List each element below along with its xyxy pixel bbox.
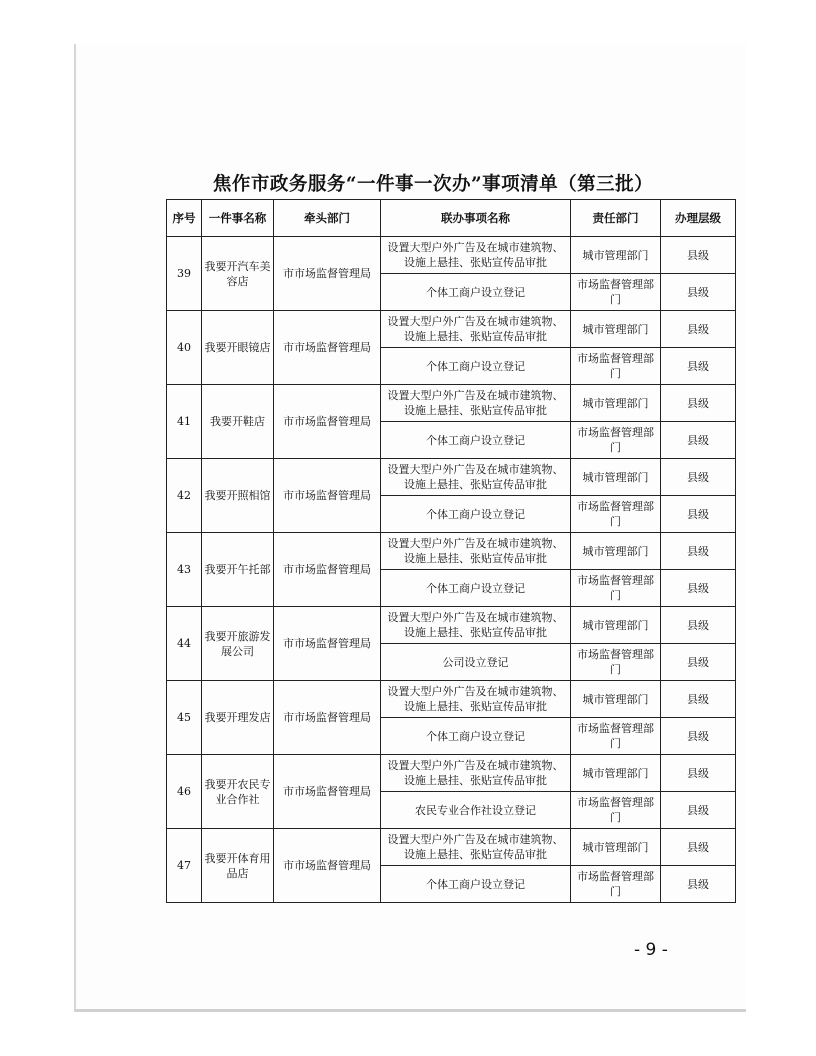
cell-name: 我要开午托部: [202, 533, 274, 607]
header-item: 联办事项名称: [381, 200, 571, 237]
cell-dept: 市场监督管理部门: [571, 348, 661, 385]
cell-dept: 城市管理部门: [571, 607, 661, 644]
cell-item: 设置大型户外广告及在城市建筑物、设施上悬挂、张贴宣传品审批: [381, 533, 571, 570]
page-number: - 9 -: [634, 940, 668, 960]
cell-name: 我要开理发店: [202, 681, 274, 755]
cell-dept: 城市管理部门: [571, 237, 661, 274]
table-row: [167, 829, 736, 866]
cell-lead: 市市场监督管理局: [274, 385, 381, 459]
cell-dept: 市场监督管理部门: [571, 866, 661, 903]
cell-dept: 城市管理部门: [571, 829, 661, 866]
cell-name: 我要开旅游发展公司: [202, 607, 274, 681]
cell-seq: 39: [167, 237, 202, 311]
cell-name: 我要开鞋店: [202, 385, 274, 459]
cell-name: 我要开眼镜店: [202, 311, 274, 385]
table-row: [167, 237, 736, 274]
cell-item: 个体工商户设立登记: [381, 496, 571, 533]
cell-seq: 40: [167, 311, 202, 385]
cell-dept: 市场监督管理部门: [571, 792, 661, 829]
cell-item: 设置大型户外广告及在城市建筑物、设施上悬挂、张贴宣传品审批: [381, 385, 571, 422]
cell-level: 县级: [661, 385, 736, 422]
cell-item: 个体工商户设立登记: [381, 422, 571, 459]
cell-level: 县级: [661, 718, 736, 755]
cell-dept: 城市管理部门: [571, 533, 661, 570]
table-row: [167, 459, 736, 496]
cell-dept: 市场监督管理部门: [571, 718, 661, 755]
header-seq: 序号: [167, 200, 202, 237]
cell-name: 我要开农民专业合作社: [202, 755, 274, 829]
cell-item: 设置大型户外广告及在城市建筑物、设施上悬挂、张贴宣传品审批: [381, 681, 571, 718]
cell-seq: 46: [167, 755, 202, 829]
header-name: 一件事名称: [202, 200, 274, 237]
cell-seq: 45: [167, 681, 202, 755]
table-header-row: [167, 200, 736, 237]
cell-level: 县级: [661, 237, 736, 274]
cell-level: 县级: [661, 496, 736, 533]
cell-item: 个体工商户设立登记: [381, 570, 571, 607]
cell-dept: 市场监督管理部门: [571, 422, 661, 459]
cell-seq: 41: [167, 385, 202, 459]
cell-item: 设置大型户外广告及在城市建筑物、设施上悬挂、张贴宣传品审批: [381, 311, 571, 348]
cell-dept: 市场监督管理部门: [571, 570, 661, 607]
cell-level: 县级: [661, 755, 736, 792]
cell-item: 个体工商户设立登记: [381, 348, 571, 385]
cell-lead: 市市场监督管理局: [274, 459, 381, 533]
cell-item: 设置大型户外广告及在城市建筑物、设施上悬挂、张贴宣传品审批: [381, 237, 571, 274]
cell-level: 县级: [661, 570, 736, 607]
table-row: [167, 311, 736, 348]
cell-item: 个体工商户设立登记: [381, 866, 571, 903]
cell-lead: 市市场监督管理局: [274, 829, 381, 903]
cell-lead: 市市场监督管理局: [274, 607, 381, 681]
cell-item: 设置大型户外广告及在城市建筑物、设施上悬挂、张贴宣传品审批: [381, 607, 571, 644]
table-row: [167, 607, 736, 644]
cell-name: 我要开体育用品店: [202, 829, 274, 903]
cell-seq: 42: [167, 459, 202, 533]
table-body: [167, 237, 736, 903]
cell-lead: 市市场监督管理局: [274, 237, 381, 311]
cell-level: 县级: [661, 422, 736, 459]
document-title: 焦作市政务服务“一件事一次办”事项清单（第三批）: [212, 174, 654, 195]
cell-dept: 城市管理部门: [571, 459, 661, 496]
header-lead: 牵头部门: [274, 200, 381, 237]
cell-level: 县级: [661, 311, 736, 348]
cell-dept: 市场监督管理部门: [571, 644, 661, 681]
cell-name: 我要开照相馆: [202, 459, 274, 533]
cell-item: 设置大型户外广告及在城市建筑物、设施上悬挂、张贴宣传品审批: [381, 829, 571, 866]
matters-table: [166, 199, 736, 903]
cell-level: 县级: [661, 866, 736, 903]
cell-level: 县级: [661, 644, 736, 681]
cell-dept: 市场监督管理部门: [571, 274, 661, 311]
cell-lead: 市市场监督管理局: [274, 533, 381, 607]
table-row: [167, 385, 736, 422]
cell-item: 设置大型户外广告及在城市建筑物、设施上悬挂、张贴宣传品审批: [381, 459, 571, 496]
cell-item: 个体工商户设立登记: [381, 274, 571, 311]
cell-item: 农民专业合作社设立登记: [381, 792, 571, 829]
cell-lead: 市市场监督管理局: [274, 681, 381, 755]
cell-level: 县级: [661, 607, 736, 644]
cell-dept: 城市管理部门: [571, 681, 661, 718]
cell-dept: 市场监督管理部门: [571, 496, 661, 533]
cell-lead: 市市场监督管理局: [274, 311, 381, 385]
table-row: [167, 533, 736, 570]
cell-item: 公司设立登记: [381, 644, 571, 681]
cell-level: 县级: [661, 348, 736, 385]
cell-seq: 47: [167, 829, 202, 903]
cell-level: 县级: [661, 533, 736, 570]
table-row: [167, 681, 736, 718]
table-row: [167, 755, 736, 792]
header-dept: 责任部门: [571, 200, 661, 237]
cell-dept: 城市管理部门: [571, 755, 661, 792]
cell-level: 县级: [661, 274, 736, 311]
cell-level: 县级: [661, 829, 736, 866]
cell-seq: 43: [167, 533, 202, 607]
cell-level: 县级: [661, 681, 736, 718]
cell-name: 我要开汽车美容店: [202, 237, 274, 311]
cell-seq: 44: [167, 607, 202, 681]
cell-item: 个体工商户设立登记: [381, 718, 571, 755]
cell-level: 县级: [661, 459, 736, 496]
cell-dept: 城市管理部门: [571, 311, 661, 348]
cell-dept: 城市管理部门: [571, 385, 661, 422]
cell-lead: 市市场监督管理局: [274, 755, 381, 829]
cell-level: 县级: [661, 792, 736, 829]
header-level: 办理层级: [661, 200, 736, 237]
cell-item: 设置大型户外广告及在城市建筑物、设施上悬挂、张贴宣传品审批: [381, 755, 571, 792]
